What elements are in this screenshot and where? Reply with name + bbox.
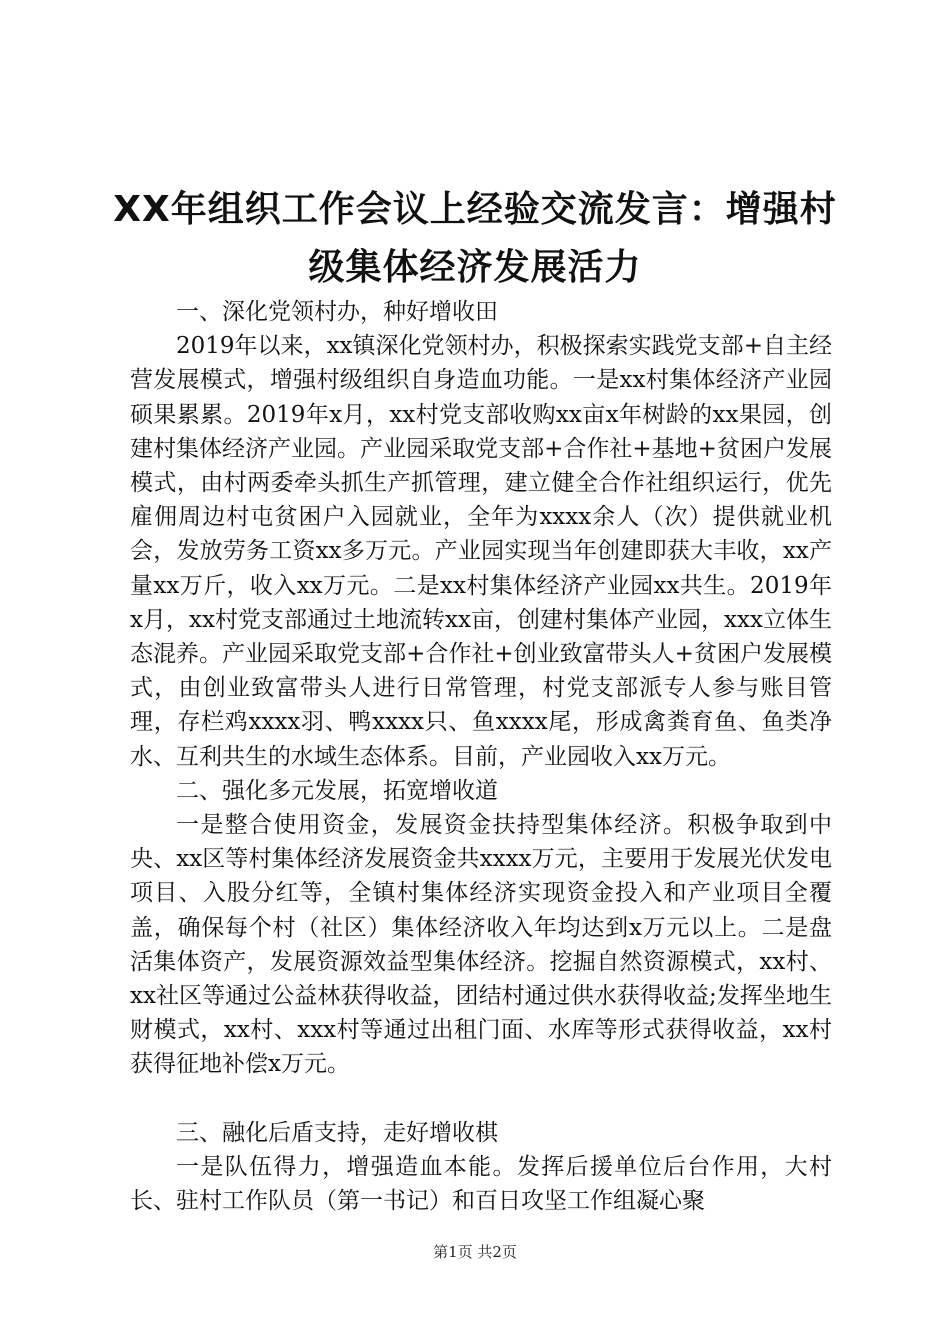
section-3-heading: 三、融化后盾支持，走好增收棋 [176,1119,498,1146]
paragraph-spacer [130,1082,832,1116]
section-2-heading: 二、强化多元发展，拓宽增收道 [176,777,498,804]
page-number-footer: 第1页 共2页 [433,1243,517,1261]
section-2-paragraph: 一是整合使用资金，发展资金扶持型集体经济。积极争取到中央、xx区等村集体经济发展资金共xxxx万元，主要用于发展光伏发电项目、入股分红等，全镇村集体经济实现资金投入和产业项目全覆盖，确保每个村（社区）集体经济收入年均达到x万元以上。二是盘活集体资产，发展资源效益型集体经济。挖掘自然资源模式，xx村、xx社区等通过公益林获得收益，团结村通过供水获得收益;发挥坐地生财模式，xx村、xxx村等通过出租门面、水库等形式获得收益，xx村获得征地补偿x万元。 [130,812,832,1078]
document-body [130,295,832,1218]
section-3-paragraph: 一是队伍得力，增强造血本能。发挥后援单位后台作用，大村长、驻村工作队员（第一书记）和百日攻坚工作组凝心聚 [130,1153,832,1215]
document-title-line-1: XX年组织工作会议上经验交流发言：增强村 [113,189,837,230]
section-1-heading: 一、深化党领村办，种好增收田 [176,299,498,325]
document-title-line-2: 级集体经济发展活力 [308,247,642,288]
section-1-paragraph: 2019年以来，xx镇深化党领村办，积极探索实践党支部+自主经营发展模式，增强村级组织自身造血功能。一是xx村集体经济产业园硕果累累。2019年x月，xx村党支部收购xx亩x年树龄的xx果园，创建村集体经济产业园。产业园采取党支部+合作社+基地+贫困户发展模式，由村两委牵头抓生产抓管理，建立健全合作社组织运行，优先雇佣周边村屯贫困户入园就业，全年为xxxx余人（次）提供就业机会，发放劳务工资xx多万元。产业园实现当年创建即获大丰收，xx产量xx万斤，收入xx万元。二是xx村集体经济产业园xx共生。2019年x月，xx村党支部通过土地流转xx亩，创建村集体产业园，xxx立体生态混养。产业园采取党支部+合作社+创业致富带头人+贫困户发展模式，由创业致富带头人进行日常管理，村党支部派专人参与账目管理，存栏鸡xxxx羽、鸭xxxx只、鱼xxxx尾，形成禽粪育鱼、鱼类净水、互利共生的水域生态体系。目前，产业园收入xx万元。 [130,333,832,770]
